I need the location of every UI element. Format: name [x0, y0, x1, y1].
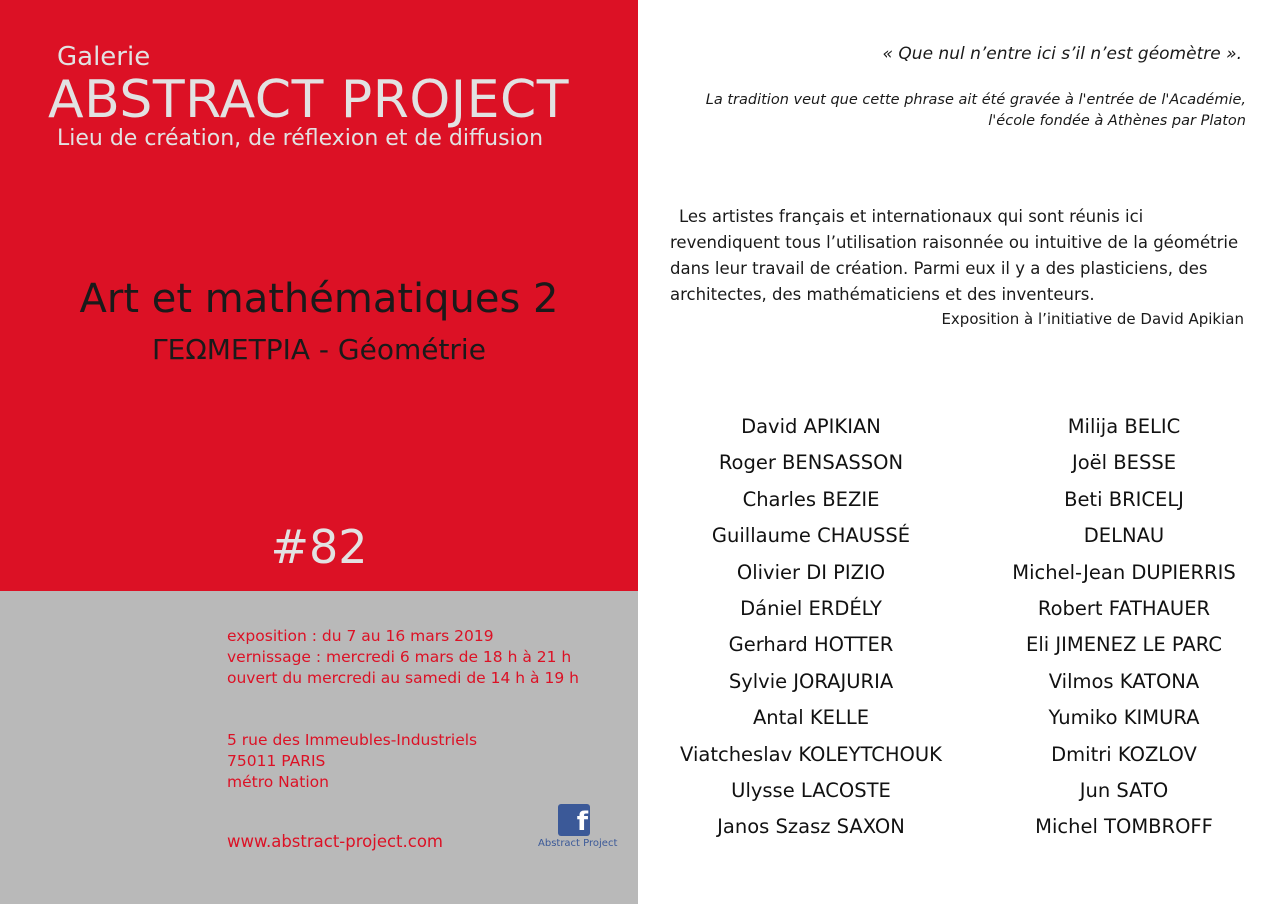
- facebook-label: Abstract Project: [538, 838, 618, 849]
- artist-name: Joël BESSE: [1071, 451, 1177, 475]
- gallery-name: ABSTRACT PROJECT: [48, 70, 570, 130]
- artist-name: Gerhard HOTTER: [728, 633, 894, 657]
- gallery-tagline: Lieu de création, de réflexion et de diffusion: [57, 126, 544, 151]
- facebook-link[interactable]: [538, 804, 618, 849]
- artist-name: Janos Szasz SAXON: [717, 815, 905, 839]
- artist-list-left: [661, 409, 961, 846]
- intro-paragraph: Les artistes français et internationaux qui sont réunis ici revendiquent tous l’utilisation raisonnée ou intuitive de la géométrie dans leur travail de création. Parmi eux il y a des plasticiens, des architectes, des mathématiciens et des inventeurs.: [670, 207, 1239, 304]
- artist-name: Eli JIMENEZ LE PARC: [1026, 633, 1222, 657]
- artist-name: Michel TOMBROFF: [1035, 815, 1213, 839]
- address-line: 75011 PARIS: [227, 752, 326, 770]
- exhibition-credit: Exposition à l’initiative de David Apikian: [941, 310, 1244, 328]
- exhibition-subtitle: ΓΕΩΜΕΤΡΙΑ - Géométrie: [152, 333, 486, 366]
- artist-name: David APIKIAN: [741, 415, 881, 438]
- artist-name: Ulysse LACOSTE: [731, 779, 891, 803]
- website-link[interactable]: www.abstract-project.com: [227, 832, 444, 851]
- artist-name: Milija BELIC: [1067, 415, 1181, 438]
- artist-list-right: [974, 409, 1274, 846]
- artist-name: Yumiko KIMURA: [1048, 706, 1200, 730]
- artist-name: Dmitri KOZLOV: [1051, 742, 1197, 766]
- address-line: métro Nation: [227, 773, 329, 791]
- red-panel: [0, 0, 638, 591]
- gallery-prefix: Galerie: [57, 42, 151, 72]
- quote-note: [706, 90, 1246, 132]
- artist-name: Olivier DI PIZIO: [736, 560, 886, 584]
- artist-name: Robert FATHAUER: [1037, 597, 1211, 621]
- exhibition-dates: [227, 626, 579, 689]
- artist-name: Sylvie JORAJURIA: [728, 669, 894, 693]
- artist-name: Jun SATO: [1079, 779, 1169, 803]
- quote-note-line: l'école fondée à Athènes par Platon: [988, 113, 1246, 129]
- artist-name: Michel-Jean DUPIERRIS: [1012, 560, 1236, 584]
- dates-line: ouvert du mercredi au samedi de 14 h à 19 h: [227, 669, 579, 687]
- artist-name: Vilmos KATONA: [1048, 669, 1200, 693]
- artist-name: Dániel ERDÉLY: [740, 597, 882, 621]
- artist-name: Viatcheslav KOLEYTCHOUK: [680, 742, 942, 766]
- dates-line: vernissage : mercredi 6 mars de 18 h à 21 h: [227, 648, 572, 666]
- artist-name: Roger BENSASSON: [718, 451, 904, 475]
- artist-name: Antal KELLE: [752, 706, 870, 730]
- quote: « Que nul n’entre ici s’il n’est géomètre ».: [882, 44, 1242, 64]
- artist-name: Beti BRICELJ: [1064, 487, 1184, 511]
- quote-note-line: La tradition veut que cette phrase ait été gravée à l'entrée de l'Académie,: [705, 92, 1246, 108]
- artist-name: Charles BEZIE: [742, 487, 880, 511]
- artist-name: DELNAU: [1083, 524, 1165, 548]
- address-line: 5 rue des Immeubles-Industriels: [227, 731, 478, 749]
- facebook-icon: f: [558, 804, 590, 836]
- exhibition-number: #82: [270, 520, 368, 574]
- gallery-address: [227, 730, 477, 793]
- artist-name: Guillaume CHAUSSÉ: [711, 524, 911, 548]
- exhibition-title: Art et mathématiques 2: [79, 276, 559, 322]
- dates-line: exposition : du 7 au 16 mars 2019: [227, 627, 494, 645]
